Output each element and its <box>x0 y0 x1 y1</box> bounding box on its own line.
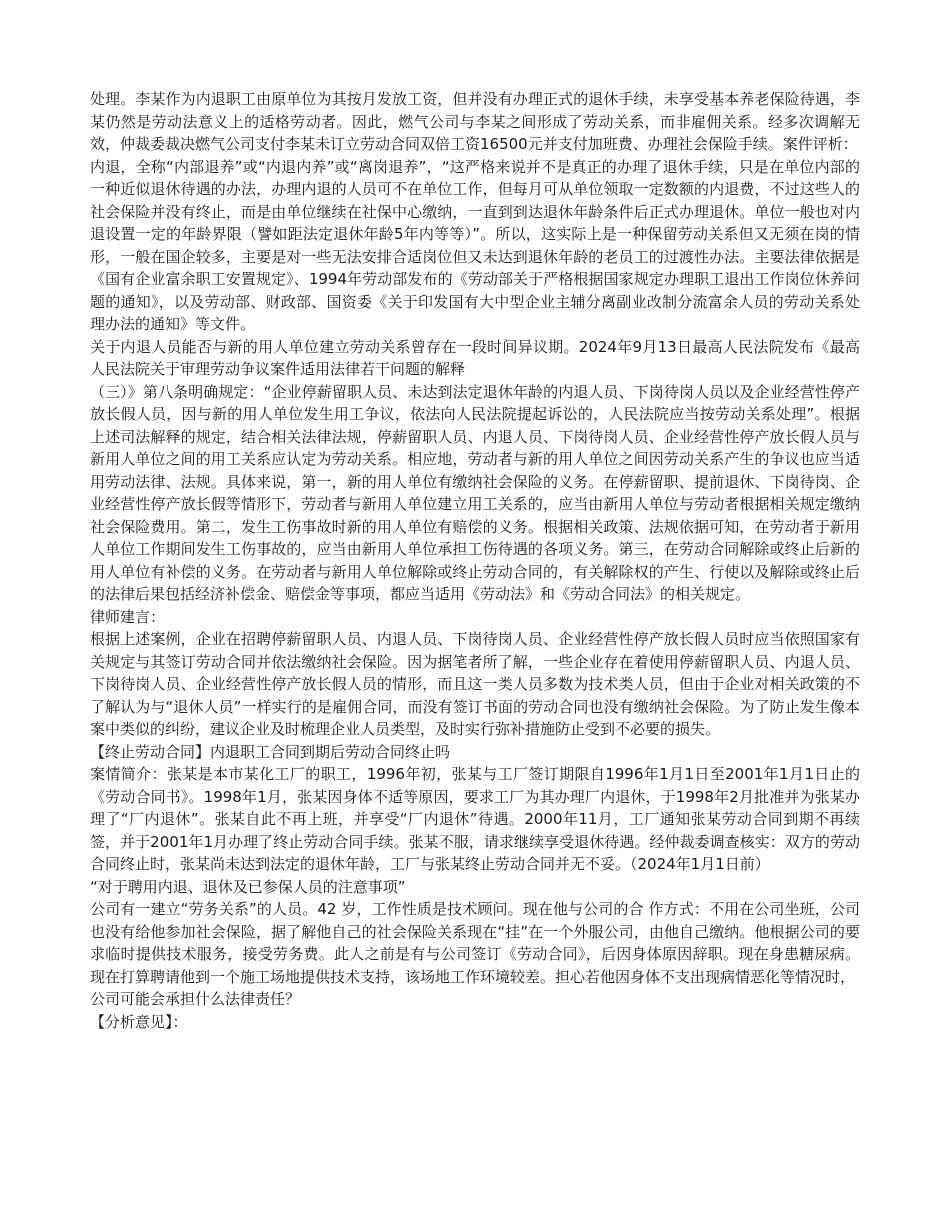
section-heading-notes: “对于聘用内退、退休及已参保人员的注意事项” <box>90 877 406 896</box>
paragraph-consultation-question: 公司有一建立“劳务关系”的人员。42 岁，工作性质是技术顾问。现在他与公司的合 作方式：不用在公司坐班，公司也没有给他参加社会保险，据了解他自己的社会保险关系现在“挂”在一个外服公司，由他自己缴纳。他根据公司的要求临时提供技术服务，接受劳务费。此人之前是有与公司签订《劳动合同》，后因身体原因辞职。现在身患糖尿病。现在打算聘请他到一个施工场地提供技术支持，该场地工作环境较差。担心若他因身体不支出现病情恶化等情况时， <box>90 900 860 986</box>
paragraph-article-eight: （三）》第八条明确规定：“企业停薪留职人员、未达到法定退休年龄的内退人员、下岗待岗人员以及企业经营性停产放长假人员，因与新的用人单位发生用工争议，依法向人民法院提起诉讼的，人民法院应当按劳动关系处理”。根据上述司法解释的规定，结合相关法律法规，停薪留职人员、内退人员、下岗待岗人员、企业经营性停产放长假人员与新用人单位之间的用工关系应认定为劳动关系。相应地，劳动者与新的用人单位之间因劳动关系产生的争议也应当适用劳动法律、法规。具体来说，第一，新的用人单位有缴纳社会保险的义务。在停薪留职、提前退休、下岗待岗、企业经营性停产放长假等情形下，劳动者与新用人单位建立用工关系的，应当由新用人单位与劳动者根据相关规定缴纳社会保险费用。第二，发生工伤事故时新的用人单位有赔偿的义务。根据相关政策、法规依据可知，在劳动者于新用人单位工作期间发生工伤事故的，应当由新用人单位承担工伤待遇的各项义务。第三，在劳动合同解除或终止后新的用人单位有补偿的义务。在劳动者与新用人单位解除或终止劳动合同的，有关解除权的产生、行使以及解除或终止后的法律后果包括经济补偿金、赔偿金等事项，都应当适用《劳动法》和《劳动合同法》的相关规定。 <box>90 382 860 603</box>
paragraph-liability-question: 公司可能会承担什么法律责任？ <box>90 990 301 1008</box>
paragraph-case-verdict: 处理。李某作为内退职工由原单位为其按月发放工资，但并没有办理正式的退休手续，未享受基本养老保险待遇，李某仍然是劳动法意义上的适格劳动者。因此，燃气公司与李某之间形成了劳动关系，而非雇佣关系。经多次调解无效，仲裁委裁决燃气公司支付李某未订立劳动合同双倍工资16500元并支付加班费、办理社会保险手续。案件评析： <box>90 90 860 153</box>
section-heading-lawyer-advice: 律师建言： <box>90 607 166 626</box>
paragraph-lawyer-advice: 根据上述案例，企业在招聘停薪留职人员、内退人员、下岗待岗人员、企业经营性停产放长假人员时应当依照国家有关规定与其签订劳动合同并依法缴纳社会保险。因为据笔者所了解，一些企业存在着使用停薪留职人员、内退人员、下岗待岗人员、企业经营性停产放长假人员的情形，而且这一类人员多数为技术类人员，但由于企业对相关政策的不了解认为与“退休人员”一样实行的是雇佣合同，而没有签订书面的劳动合同也没有缴纳社会保险。为了防止发生像本案中类似的纠纷，建议企业及时梳理企业人员类型，及时实行弥补措施防止受到不必要的损失。 <box>90 630 860 738</box>
paragraph-case-summary: 案情简介：张某是本市某化工厂的职工，1996年初，张某与工厂签订期限自1996年1月1日至2001年1月1日止的《劳动合同书》。1998年1月，张某因身体不适等原因，要求工厂为其办理厂内退休，于1998年2月批准并为张某办理了“厂内退休”。张某自此不再上班，并享受“厂内退休”待遇。2000年11月，工厂通知张某劳动合同到期不再续签，并于2001年1月办理了终止劳动合同手续。张某不服，请求继续享受退休待遇。经仲裁委调查核实：双方的劳动合同终止时，张某尚未达到法定的退休年龄，工厂与张某终止劳动合同并无不妥。（2024年1月1日前） <box>90 765 860 873</box>
section-heading-analysis: 【分析意见】： <box>90 1012 188 1031</box>
document-page <box>90 88 860 1033</box>
paragraph-judicial-interpretation-intro: 关于内退人员能否与新的用人单位建立劳动关系曾存在一段时间异议期。2024年9月13日最高人民法院发布《最高人民法院关于审理劳动争议案件适用法律若干问题的解释 <box>90 337 860 378</box>
section-heading-termination: 【终止劳动合同】内退职工合同到期后劳动合同终止吗 <box>90 742 451 761</box>
paragraph-internal-retirement-definition: 内退，全称“内部退养”或“内退内养”或“离岗退养”，“这严格来说并不是真正的办理了退休手续，只是在单位内部的一种近似退休待遇的办法，办理内退的人员可不在单位工作，但每月可从单位领取一定数额的内退费，不过这些人的社会保险并没有终止，而是由单位继续在社保中心缴纳，一直到到达退休年龄条件后正式办理退休。单位一般也对内退设置一定的年龄界限（譬如距法定退休年龄5年内等等）”。所以，这实际上是一种保留劳动关系但又无须在岗的情形，一般在国企较多，主要是对一些无法安排合适岗位但又未达到退休年龄的老员工的过渡性办法。主要法律依据是《国有企业富余职工安置规定》、1994年劳动部发布的《劳动部关于严格根据国家规定办理职工退出工作岗位休养问题的通知》，以及劳动部、财政部、国资委《关于印发国有大中型企业主辅分离副业改制分流富余人员的劳动关系处理办法的通知》等文件。 <box>90 157 860 333</box>
